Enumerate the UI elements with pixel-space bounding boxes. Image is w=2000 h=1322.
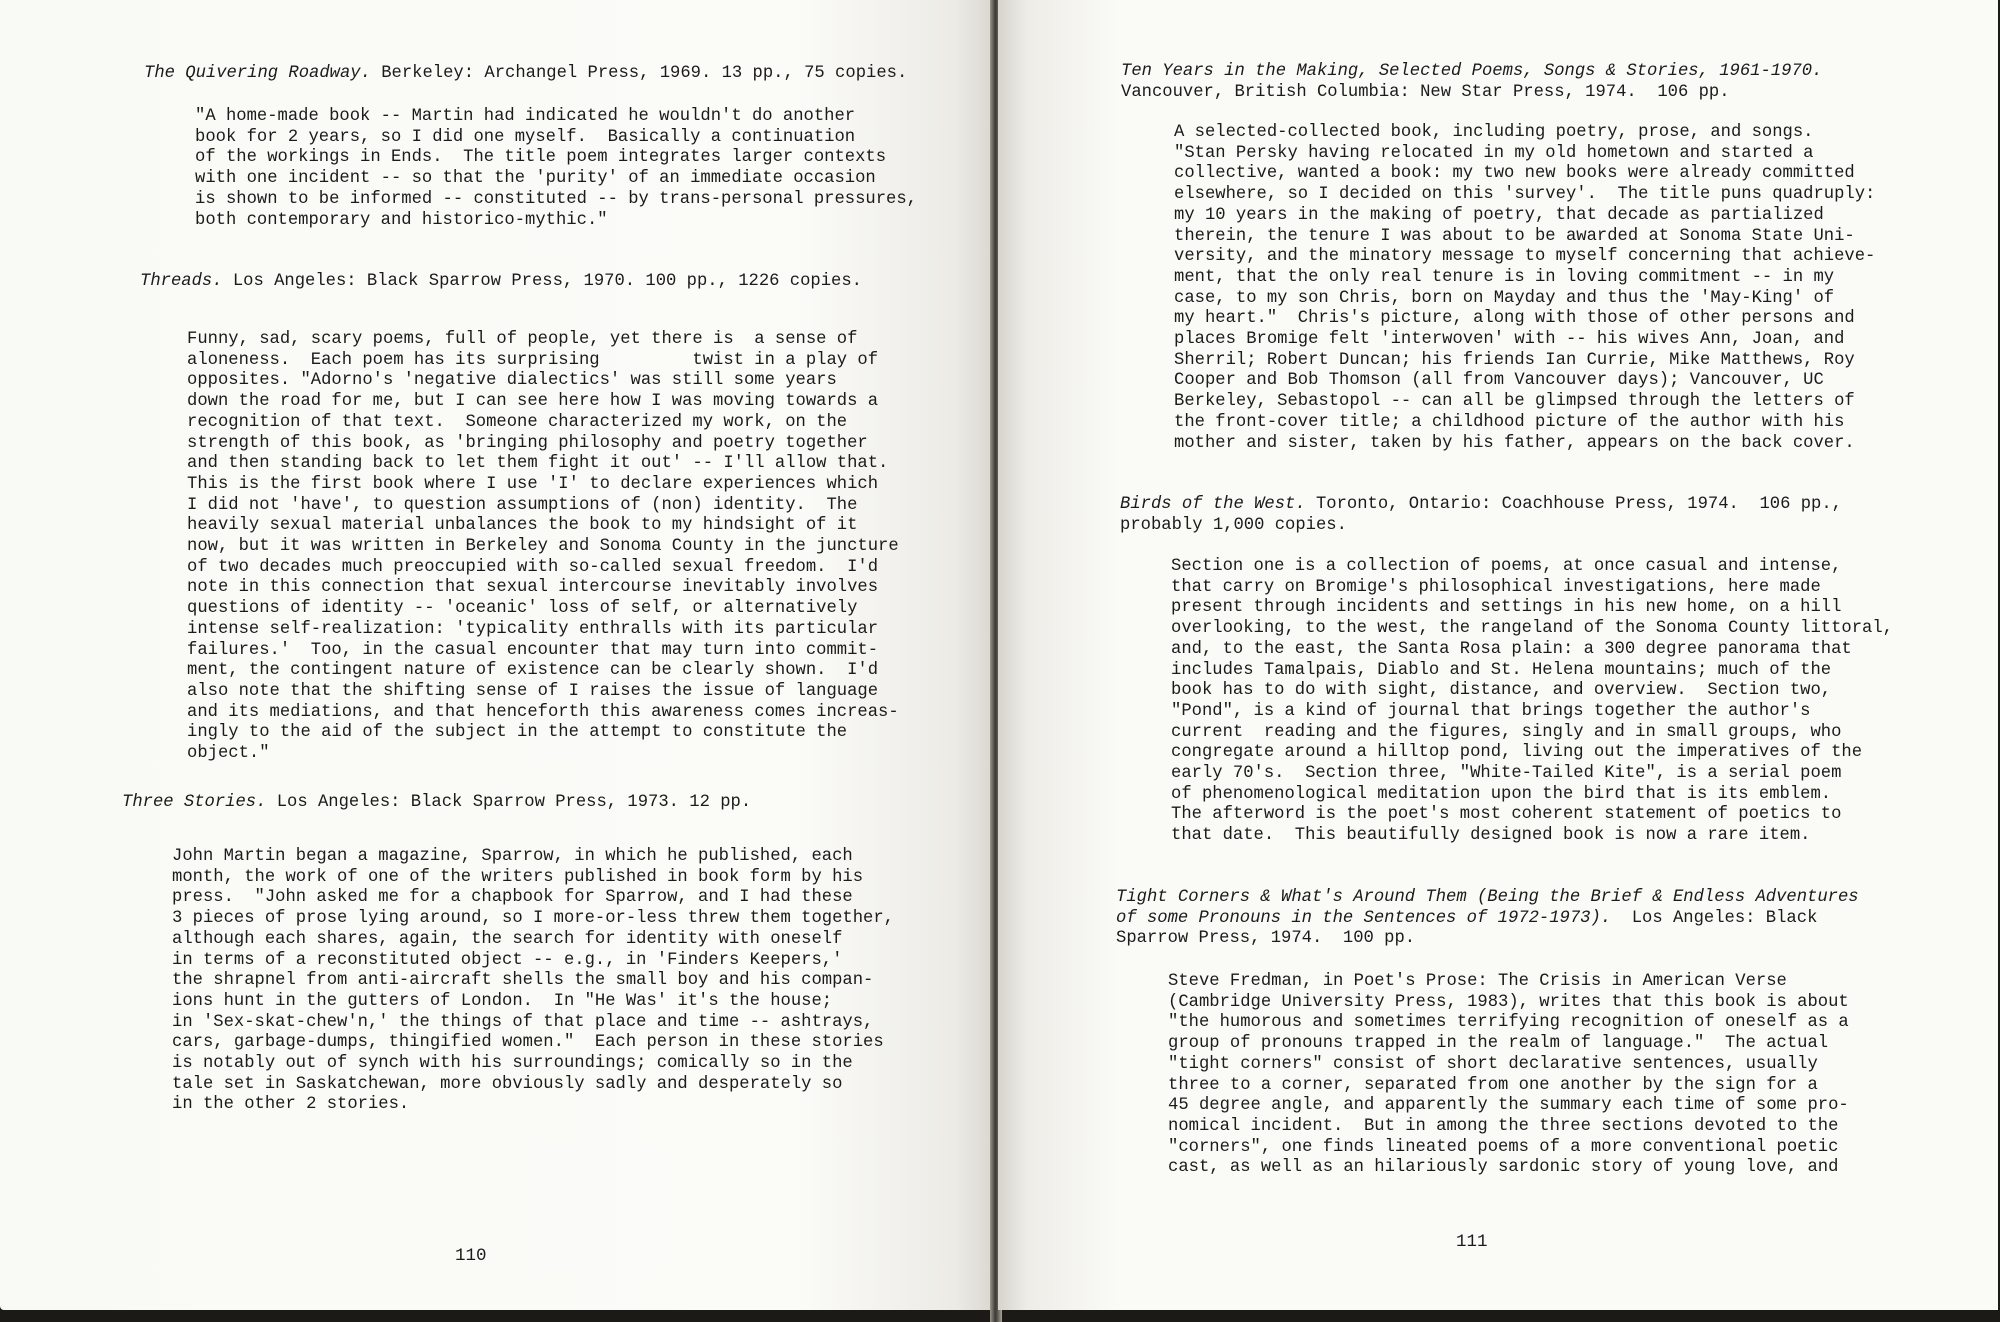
text-line: group of pronouns trapped in the realm of language." The actual <box>1168 1034 1829 1054</box>
text-line: "Pond", is a kind of journal that brings together the author's <box>1171 701 1811 721</box>
text-line: collective, wanted a book: my two new books were already committed <box>1174 164 1855 184</box>
text-line: my heart." Chris's picture, along with those of other persons and <box>1174 309 1855 329</box>
book-citation: Toronto, Ontario: Coachhouse Press, 1974. 106 pp., <box>1305 495 1842 514</box>
entry-birds-of-the-west <box>1120 495 1980 536</box>
entry-body-birds-of-the-west <box>1171 557 1991 847</box>
text-line: overlooking, to the west, the rangeland of the Sonoma County littoral, <box>1171 619 1893 639</box>
entry-body-three-stories <box>172 847 962 1116</box>
text-line: 45 degree angle, and apparently the summary each time of some pro- <box>1168 1096 1849 1116</box>
text-line: of phenomenological meditation upon the bird that is its emblem. <box>1171 784 1832 804</box>
text-line: in terms of a reconstituted object -- e.g., in 'Finders Keepers,' <box>172 950 843 970</box>
text-line: therein, the tenure I was about to be awarded at Sonoma State Uni- <box>1174 226 1855 246</box>
book-citation: Los Angeles: Black Sparrow Press, 1970. 100 pp., 1226 copies. <box>222 272 862 291</box>
text-line: is shown to be informed -- constituted -- by trans-personal pressures, <box>195 189 917 209</box>
entry-heading <box>140 272 960 293</box>
entry-three-stories <box>122 793 942 814</box>
text-line: press. "John asked me for a chapbook for Sparrow, and I had these <box>172 888 853 908</box>
entry-threads <box>140 272 960 293</box>
entry-heading <box>144 64 964 85</box>
text-line: ingly to the aid of the subject in the attempt to constitute the <box>187 723 848 743</box>
text-line: Cooper and Bob Thomson (all from Vancouver days); Vancouver, UC <box>1174 371 1824 391</box>
text-line: the shrapnel from anti-aircraft shells the small boy and his compan- <box>172 971 874 991</box>
text-line: questions of identity -- 'oceanic' loss of self, or alternatively <box>187 599 858 619</box>
text-line: also note that the shifting sense of I raises the issue of language <box>187 681 879 701</box>
text-line: is notably out of synch with his surroundings; comically so in the <box>172 1054 853 1074</box>
text-line: Funny, sad, scary poems, full of people, yet there is a sense of <box>187 330 858 349</box>
book-title: Tight Corners & What's Around Them (Being the Brief & Endless Adventures <box>1116 888 1859 907</box>
text-line: "the humorous and sometimes terrifying recognition of oneself as a <box>1168 1013 1849 1033</box>
text-line: three to a corner, separated from one another by the sign for a <box>1168 1075 1818 1095</box>
text-line: ions hunt in the gutters of London. In "He Was' it's the house; <box>172 991 833 1011</box>
text-line: recognition of that text. Someone characterized my work, on the <box>187 412 848 432</box>
text-line: intense self-realization: 'typicality enthralls with its particular <box>187 619 879 639</box>
entry-heading <box>1116 888 1996 950</box>
text-line: my 10 years in the making of poetry, that decade as partialized <box>1174 205 1824 225</box>
text-line: nomical incident. But in among the three sections devoted to the <box>1168 1116 1839 1136</box>
text-line: A selected-collected book, including poetry, prose, and songs. <box>1174 123 1814 142</box>
text-line: of two decades much preoccupied with so-called sexual freedom. I'd <box>187 557 879 577</box>
left-page <box>0 0 995 1310</box>
page-number-left: 110 <box>455 1246 487 1266</box>
text-line: "tight corners" consist of short declarative sentences, usually <box>1168 1054 1818 1074</box>
text-line: (Cambridge University Press, 1983), writes that this book is about <box>1168 992 1849 1012</box>
entry-body-ten-years <box>1174 123 1974 454</box>
book-title: The Quivering Roadway. <box>144 64 371 83</box>
book-title: Threads. <box>140 272 223 291</box>
text-line: book for 2 years, so I did one myself. Basically a continuation <box>195 127 856 147</box>
book-citation: Berkeley: Archangel Press, 1969. 13 pp., 75 copies. <box>370 64 908 83</box>
entry-ten-years <box>1121 62 1981 103</box>
text-line: and then standing back to let them fight it out' -- I'll allow that. <box>187 454 889 474</box>
text-line: note in this connection that sexual intercourse inevitably involves <box>187 578 879 598</box>
text-line: in 'Sex-skat-chew'n,' the things of that place and time -- ashtrays, <box>172 1012 874 1032</box>
text-line: "A home-made book -- Martin had indicated he wouldn't do another <box>195 107 856 126</box>
entry-body-tight-corners <box>1168 972 1988 1179</box>
book-citation: Los Angeles: Black <box>1611 908 1818 928</box>
text-line: although each shares, again, the search for identity with oneself <box>172 929 843 949</box>
text-line: of the workings in Ends. The title poem integrates larger contexts <box>195 148 887 168</box>
text-line: mother and sister, taken by his father, appears on the back cover. <box>1174 433 1855 453</box>
book-citation-cont: probably 1,000 copies. <box>1120 515 1347 535</box>
entry-heading <box>122 793 942 814</box>
entry-body-quivering-roadway <box>195 107 975 231</box>
text-line: John Martin began a magazine, Sparrow, in which he published, each <box>172 847 853 866</box>
text-line: heavily sexual material unbalances the book to my hindsight of it <box>187 516 858 536</box>
text-line: early 70's. Section three, "White-Tailed Kite", is a serial poem <box>1171 764 1842 784</box>
text-line: present through incidents and settings in his new home, on a hill <box>1171 598 1842 618</box>
text-line: elsewhere, so I decided on this 'survey'. The title puns quadruply: <box>1174 185 1876 205</box>
text-line: and its mediations, and that henceforth this awareness comes increas- <box>187 702 899 722</box>
text-line: includes Tamalpais, Diablo and St. Helena mountains; much of the <box>1171 660 1832 680</box>
text-line: "Stan Persky having relocated in my old hometown and started a <box>1174 143 1814 163</box>
book-title: Ten Years in the Making, Selected Poems, Songs & Stories, 1961-1970. <box>1121 62 1823 81</box>
text-line: case, to my son Chris, born on Mayday and thus the 'May-King' of <box>1174 288 1835 308</box>
text-line: I did not 'have', to question assumptions of (non) identity. The <box>187 495 858 515</box>
book-title: Three Stories. <box>122 793 267 812</box>
text-line: Sherril; Robert Duncan; his friends Ian Currie, Mike Matthews, Roy <box>1174 350 1855 370</box>
text-line: ment, the contingent nature of existence can be clearly shown. I'd <box>187 661 879 681</box>
entry-body-threads <box>187 330 967 765</box>
text-line: cast, as well as an hilariously sardonic story of young love, and <box>1168 1158 1839 1178</box>
text-line: tale set in Saskatchewan, more obviously sadly and desperately so <box>172 1074 843 1094</box>
text-line: congregate around a hilltop pond, living out the imperatives of the <box>1171 743 1863 763</box>
book-citation: Los Angeles: Black Sparrow Press, 1973. 12 pp. <box>266 793 752 812</box>
entry-heading <box>1121 62 1981 103</box>
entry-heading <box>1120 495 1980 536</box>
text-line: down the road for me, but I can see here how I was moving towards a <box>187 392 879 412</box>
text-line: both contemporary and historico-mythic." <box>195 210 608 230</box>
text-line: the front-cover title; a childhood picture of the author with his <box>1174 412 1845 432</box>
page-number-right: 111 <box>1456 1232 1488 1252</box>
text-line: places Bromige felt 'interwoven' with -- his wives Ann, Joan, and <box>1174 330 1845 350</box>
book-citation-cont: Sparrow Press, 1974. 100 pp. <box>1116 929 1416 949</box>
text-line: opposites. "Adorno's 'negative dialectics' was still some years <box>187 371 837 391</box>
text-line: ment, that the only real tenure is in loving commitment -- in my <box>1174 267 1835 287</box>
text-line: Steve Fredman, in Poet's Prose: The Crisis in American Verse <box>1168 972 1787 991</box>
text-line: This is the first book where I use 'I' to declare experiences which <box>187 474 879 494</box>
entry-tight-corners <box>1116 888 1996 950</box>
text-line: month, the work of one of the writers published in book form by his <box>172 867 864 887</box>
text-line: The afterword is the poet's most coherent statement of poetics to <box>1171 805 1842 825</box>
text-line: that carry on Bromige's philosophical investigations, here made <box>1171 577 1821 597</box>
text-line: aloneness. Each poem has its surprising twist in a play of <box>187 350 879 370</box>
text-line: and, to the east, the Santa Rosa plain: a 300 degree panorama that <box>1171 639 1852 659</box>
text-line: strength of this book, as 'bringing philosophy and poetry together <box>187 433 868 453</box>
text-line: book has to do with sight, distance, and overview. Section two, <box>1171 681 1832 701</box>
text-line: that date. This beautifully designed book is now a rare item. <box>1171 826 1811 846</box>
text-line: failures.' Too, in the casual encounter that may turn into commit- <box>187 640 879 660</box>
entry-quivering-roadway <box>144 64 964 85</box>
book-title-cont: of some Pronouns in the Sentences of 1972-1973). <box>1116 908 1612 928</box>
book-title: Birds of the West. <box>1120 495 1306 514</box>
text-line: object." <box>187 744 270 764</box>
text-line: current reading and the figures, singly and in small groups, who <box>1171 722 1842 742</box>
text-line: Section one is a collection of poems, at once casual and intense, <box>1171 557 1842 576</box>
text-line: versity, and the minatory message to myself concerning that achieve- <box>1174 247 1876 267</box>
text-line: in the other 2 stories. <box>172 1095 410 1115</box>
right-page <box>998 0 1998 1310</box>
text-line: 3 pieces of prose lying around, so I more-or-less threw them together, <box>172 909 894 929</box>
text-line: "corners", one finds lineated poems of a more conventional poetic <box>1168 1137 1839 1157</box>
text-line: Berkeley, Sebastopol -- can all be glimpsed through the letters of <box>1174 392 1855 412</box>
text-line: now, but it was written in Berkeley and Sonoma County in the juncture <box>187 537 899 557</box>
book-citation: Vancouver, British Columbia: New Star Press, 1974. 106 pp. <box>1121 82 1730 102</box>
text-line: with one incident -- so that the 'purity' of an immediate occasion <box>195 169 876 189</box>
text-line: cars, garbage-dumps, thingified women." Each person in these stories <box>172 1033 884 1053</box>
